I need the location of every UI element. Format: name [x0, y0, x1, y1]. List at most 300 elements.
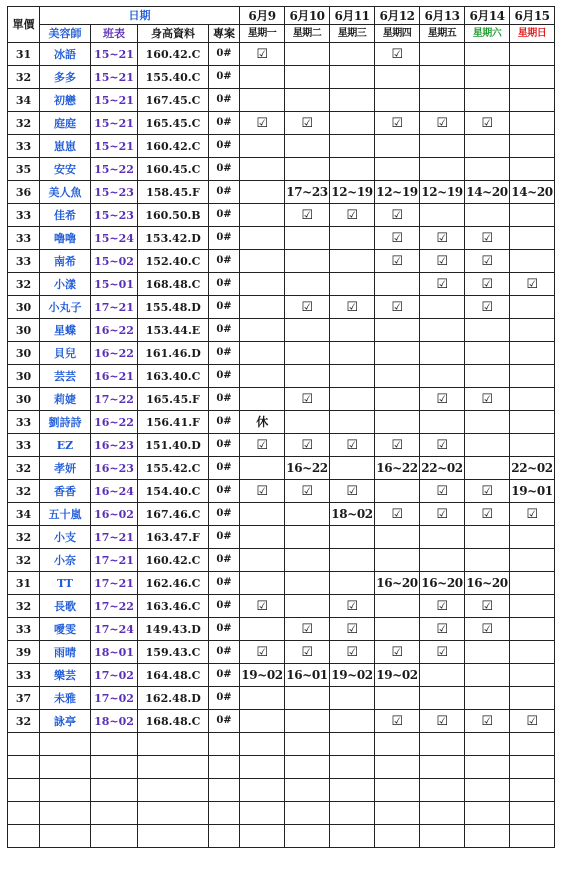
- shift-cell: 15~21: [91, 43, 138, 66]
- schedule-cell: [285, 595, 330, 618]
- weekday-label-sunday: 星期日: [510, 25, 555, 43]
- checkbox-checked-icon: ☑: [526, 713, 538, 729]
- schedule-cell: [510, 664, 555, 687]
- plan-cell: 0#: [209, 135, 240, 158]
- shift-cell: 15~23: [91, 204, 138, 227]
- plan-cell: 0#: [209, 641, 240, 664]
- body-info-cell: 153.42.D: [138, 227, 209, 250]
- schedule-cell: [330, 319, 375, 342]
- shift-cell: 15~21: [91, 135, 138, 158]
- schedule-cell: 16~22: [285, 457, 330, 480]
- checkbox-checked-icon: ☑: [481, 506, 493, 522]
- day-date: 6月10: [285, 7, 330, 25]
- schedule-cell: [285, 296, 330, 319]
- checkbox-checked-icon: ☑: [301, 483, 313, 499]
- stylist-name: 香香: [40, 480, 91, 503]
- schedule-cell: 12~19: [330, 181, 375, 204]
- schedule-cell: [510, 250, 555, 273]
- schedule-cell: [420, 66, 465, 89]
- schedule-cell: [285, 250, 330, 273]
- plan-cell: 0#: [209, 365, 240, 388]
- price-cell: 32: [8, 710, 40, 733]
- checkbox-checked-icon: ☑: [346, 483, 358, 499]
- table-row: [8, 457, 555, 480]
- schedule-cell: [375, 526, 420, 549]
- schedule-cell: 19~02: [330, 664, 375, 687]
- schedule-cell: [375, 365, 420, 388]
- schedule-cell: [465, 595, 510, 618]
- stylist-name: 星蝶: [40, 319, 91, 342]
- schedule-cell: [375, 319, 420, 342]
- table-row: [8, 664, 555, 687]
- schedule-cell: [330, 342, 375, 365]
- schedule-cell: 14~20: [510, 181, 555, 204]
- shift-cell: 16~23: [91, 457, 138, 480]
- checkbox-checked-icon: ☑: [436, 713, 448, 729]
- schedule-cell: [330, 687, 375, 710]
- schedule-cell: [375, 641, 420, 664]
- price-cell: 33: [8, 618, 40, 641]
- schedule-cell: [510, 411, 555, 434]
- schedule-cell: 12~19: [375, 181, 420, 204]
- empty-cell: [40, 733, 91, 756]
- schedule-cell: [375, 480, 420, 503]
- schedule-cell: [420, 89, 465, 112]
- schedule-cell: [330, 43, 375, 66]
- shift-cell: 17~21: [91, 549, 138, 572]
- schedule-cell: 22~02: [510, 457, 555, 480]
- body-info-cell: 159.43.C: [138, 641, 209, 664]
- schedule-cell: [510, 572, 555, 595]
- empty-cell: [465, 756, 510, 779]
- table-row: [8, 503, 555, 526]
- checkbox-checked-icon: ☑: [301, 621, 313, 637]
- schedule-cell: [330, 112, 375, 135]
- empty-cell: [40, 825, 91, 848]
- schedule-cell: [330, 89, 375, 112]
- schedule-cell: 16~20: [420, 572, 465, 595]
- schedule-cell: [240, 526, 285, 549]
- price-cell: 30: [8, 388, 40, 411]
- shift-cell: 15~02: [91, 250, 138, 273]
- table-row: [8, 526, 555, 549]
- empty-cell: [91, 802, 138, 825]
- plan-cell: 0#: [209, 710, 240, 733]
- day-date: 6月9: [240, 7, 285, 25]
- checkbox-checked-icon: ☑: [481, 483, 493, 499]
- schedule-cell: [420, 250, 465, 273]
- schedule-cell: [510, 503, 555, 526]
- checkbox-checked-icon: ☑: [526, 506, 538, 522]
- body-info-cell: 165.45.F: [138, 388, 209, 411]
- plan-cell: 0#: [209, 618, 240, 641]
- schedule-cell: 19~01: [510, 480, 555, 503]
- schedule-cell: 16~01: [285, 664, 330, 687]
- schedule-cell: [285, 204, 330, 227]
- table-row: [8, 250, 555, 273]
- price-cell: 30: [8, 342, 40, 365]
- plan-cell: 0#: [209, 434, 240, 457]
- stylist-name: 芸芸: [40, 365, 91, 388]
- stylist-name: 孝妍: [40, 457, 91, 480]
- day-date: 6月12: [375, 7, 420, 25]
- schedule-cell: 12~19: [420, 181, 465, 204]
- empty-cell: [91, 779, 138, 802]
- checkbox-checked-icon: ☑: [481, 391, 493, 407]
- shift-cell: 17~22: [91, 388, 138, 411]
- schedule-cell: [420, 273, 465, 296]
- body-info-cell: 160.45.C: [138, 158, 209, 181]
- schedule-cell: [510, 618, 555, 641]
- day-date: 6月13: [420, 7, 465, 25]
- price-cell: 32: [8, 480, 40, 503]
- schedule-cell: 19~02: [240, 664, 285, 687]
- empty-cell: [240, 802, 285, 825]
- price-cell: 32: [8, 273, 40, 296]
- plan-cell: 0#: [209, 664, 240, 687]
- checkbox-checked-icon: ☑: [391, 437, 403, 453]
- empty-cell: [138, 779, 209, 802]
- schedule-cell: [330, 411, 375, 434]
- schedule-cell: [510, 434, 555, 457]
- schedule-cell: [330, 204, 375, 227]
- schedule-cell: [285, 549, 330, 572]
- empty-cell: [420, 779, 465, 802]
- stylist-name: 崽崽: [40, 135, 91, 158]
- schedule-cell: [285, 480, 330, 503]
- weekday-label: 星期三: [330, 25, 375, 43]
- stylist-name: 劉詩詩: [40, 411, 91, 434]
- empty-cell: [465, 825, 510, 848]
- table-row: [8, 342, 555, 365]
- empty-cell: [138, 802, 209, 825]
- checkbox-checked-icon: ☑: [436, 598, 448, 614]
- body-info-cell: 168.48.C: [138, 273, 209, 296]
- plan-cell: 0#: [209, 204, 240, 227]
- schedule-cell: [330, 618, 375, 641]
- schedule-cell: [375, 503, 420, 526]
- empty-cell: [240, 825, 285, 848]
- empty-cell: [330, 802, 375, 825]
- empty-cell: [465, 802, 510, 825]
- schedule-cell: [240, 480, 285, 503]
- schedule-cell: [420, 480, 465, 503]
- shift-cell: 15~21: [91, 89, 138, 112]
- table-row: [8, 641, 555, 664]
- schedule-cell: [375, 595, 420, 618]
- price-cell: 32: [8, 66, 40, 89]
- schedule-cell: [285, 572, 330, 595]
- shift-cell: 17~21: [91, 296, 138, 319]
- checkbox-checked-icon: ☑: [346, 598, 358, 614]
- table-row: [8, 227, 555, 250]
- table-row: [8, 710, 555, 733]
- plan-cell: 0#: [209, 43, 240, 66]
- schedule-cell: [465, 204, 510, 227]
- stylist-name: 嚕嚕: [40, 227, 91, 250]
- plan-cell: 0#: [209, 66, 240, 89]
- table-row: [8, 618, 555, 641]
- schedule-cell: [465, 89, 510, 112]
- stylist-name: 貝兒: [40, 342, 91, 365]
- schedule-cell: [240, 618, 285, 641]
- stylist-name: 小奈: [40, 549, 91, 572]
- body-info-cell: 168.48.C: [138, 710, 209, 733]
- schedule-cell: [330, 549, 375, 572]
- schedule-cell: [285, 158, 330, 181]
- schedule-cell: [465, 112, 510, 135]
- schedule-cell: [420, 641, 465, 664]
- schedule-cell: [420, 135, 465, 158]
- schedule-cell: [465, 365, 510, 388]
- shift-cell: 15~21: [91, 66, 138, 89]
- price-cell: 32: [8, 112, 40, 135]
- body-info-cell: 153.44.E: [138, 319, 209, 342]
- body-info-cell: 163.40.C: [138, 365, 209, 388]
- schedule-cell: [330, 227, 375, 250]
- schedule-cell: 18~02: [330, 503, 375, 526]
- schedule-cell: [285, 641, 330, 664]
- schedule-cell: [465, 43, 510, 66]
- body-info-cell: 160.42.C: [138, 135, 209, 158]
- schedule-cell: [465, 66, 510, 89]
- shift-cell: 15~01: [91, 273, 138, 296]
- checkbox-checked-icon: ☑: [346, 621, 358, 637]
- table-row: [8, 112, 555, 135]
- plan-cell: 0#: [209, 89, 240, 112]
- shift-cell: 15~21: [91, 112, 138, 135]
- shift-cell: 16~22: [91, 319, 138, 342]
- body-info-cell: 162.46.C: [138, 572, 209, 595]
- schedule-cell: [285, 342, 330, 365]
- schedule-cell: [465, 296, 510, 319]
- plan-cell: 0#: [209, 595, 240, 618]
- schedule-cell: [420, 434, 465, 457]
- checkbox-checked-icon: ☑: [481, 276, 493, 292]
- shift-cell: 17~21: [91, 572, 138, 595]
- empty-cell: [240, 779, 285, 802]
- price-cell: 39: [8, 641, 40, 664]
- schedule-cell: [510, 89, 555, 112]
- stylist-name: 南希: [40, 250, 91, 273]
- body-info-cell: 160.42.C: [138, 43, 209, 66]
- checkbox-checked-icon: ☑: [391, 207, 403, 223]
- schedule-cell: [240, 204, 285, 227]
- schedule-cell: [285, 526, 330, 549]
- header-row-columns: [8, 25, 555, 43]
- price-cell: 33: [8, 250, 40, 273]
- schedule-cell: [240, 66, 285, 89]
- plan-cell: 0#: [209, 181, 240, 204]
- schedule-cell: [510, 641, 555, 664]
- checkbox-checked-icon: ☑: [436, 644, 448, 660]
- schedule-cell: [375, 388, 420, 411]
- empty-cell: [209, 779, 240, 802]
- shift-cell: 15~24: [91, 227, 138, 250]
- body-info-cell: 152.40.C: [138, 250, 209, 273]
- price-cell: 37: [8, 687, 40, 710]
- empty-cell: [91, 825, 138, 848]
- schedule-cell: [285, 434, 330, 457]
- shift-cell: 16~22: [91, 342, 138, 365]
- schedule-cell: [510, 319, 555, 342]
- table-row: [8, 158, 555, 181]
- empty-cell: [40, 756, 91, 779]
- empty-cell: [209, 756, 240, 779]
- schedule-cell: [240, 687, 285, 710]
- table-row: [8, 480, 555, 503]
- empty-cell: [420, 825, 465, 848]
- schedule-cell: [285, 710, 330, 733]
- body-info-cell: 167.46.C: [138, 503, 209, 526]
- empty-cell: [138, 825, 209, 848]
- table-row: [8, 135, 555, 158]
- schedule-cell: [330, 641, 375, 664]
- stylist-name: 莉婕: [40, 388, 91, 411]
- schedule-cell: [375, 549, 420, 572]
- schedule-cell: [375, 89, 420, 112]
- schedule-cell: [465, 227, 510, 250]
- checkbox-checked-icon: ☑: [391, 506, 403, 522]
- stylist-header: 美容師: [40, 25, 91, 43]
- empty-cell: [330, 825, 375, 848]
- shift-cell: 17~02: [91, 664, 138, 687]
- empty-cell: [465, 733, 510, 756]
- schedule-cell: [240, 710, 285, 733]
- shift-cell: 15~23: [91, 181, 138, 204]
- shift-header: 班表: [91, 25, 138, 43]
- empty-cell: [40, 802, 91, 825]
- schedule-cell: [240, 595, 285, 618]
- plan-cell: 0#: [209, 296, 240, 319]
- table-row: [8, 273, 555, 296]
- empty-row: [8, 825, 555, 848]
- schedule-cell: [285, 388, 330, 411]
- schedule-cell: [375, 158, 420, 181]
- price-cell: 34: [8, 503, 40, 526]
- table-row: [8, 572, 555, 595]
- checkbox-checked-icon: ☑: [481, 598, 493, 614]
- weekday-label-saturday: 星期六: [465, 25, 510, 43]
- plan-cell: 0#: [209, 549, 240, 572]
- empty-cell: [8, 779, 40, 802]
- empty-cell: [465, 779, 510, 802]
- schedule-cell: [330, 158, 375, 181]
- body-info-cell: 163.47.F: [138, 526, 209, 549]
- checkbox-checked-icon: ☑: [256, 598, 268, 614]
- schedule-cell: [420, 549, 465, 572]
- schedule-cell: [465, 710, 510, 733]
- price-cell: 33: [8, 135, 40, 158]
- schedule-cell: [240, 641, 285, 664]
- schedule-cell: [240, 89, 285, 112]
- schedule-cell: [375, 342, 420, 365]
- schedule-cell: [510, 549, 555, 572]
- stylist-name: 小丸子: [40, 296, 91, 319]
- plan-header: 專案: [209, 25, 240, 43]
- empty-cell: [420, 733, 465, 756]
- checkbox-checked-icon: ☑: [391, 299, 403, 315]
- schedule-cell: 16~22: [375, 457, 420, 480]
- stylist-name: 美人魚: [40, 181, 91, 204]
- checkbox-checked-icon: ☑: [301, 644, 313, 660]
- stylist-name: 雨晴: [40, 641, 91, 664]
- schedule-cell: [510, 710, 555, 733]
- stylist-name: 噯雯: [40, 618, 91, 641]
- empty-cell: [420, 756, 465, 779]
- schedule-cell: [420, 710, 465, 733]
- checkbox-checked-icon: ☑: [481, 253, 493, 269]
- plan-cell: 0#: [209, 411, 240, 434]
- checkbox-checked-icon: ☑: [526, 276, 538, 292]
- empty-cell: [8, 756, 40, 779]
- empty-cell: [8, 802, 40, 825]
- body-info-cell: 155.48.D: [138, 296, 209, 319]
- plan-cell: 0#: [209, 526, 240, 549]
- schedule-cell: [420, 595, 465, 618]
- checkbox-checked-icon: ☑: [436, 230, 448, 246]
- empty-cell: [510, 733, 555, 756]
- schedule-cell: [240, 227, 285, 250]
- weekday-label: 星期二: [285, 25, 330, 43]
- schedule-cell: [240, 43, 285, 66]
- schedule-cell: [240, 319, 285, 342]
- plan-cell: 0#: [209, 480, 240, 503]
- schedule-cell: [375, 43, 420, 66]
- schedule-cell: [465, 526, 510, 549]
- price-cell: 31: [8, 572, 40, 595]
- empty-cell: [285, 825, 330, 848]
- schedule-cell: [465, 503, 510, 526]
- schedule-cell: [510, 342, 555, 365]
- schedule-cell: [375, 710, 420, 733]
- body-info-cell: 149.43.D: [138, 618, 209, 641]
- checkbox-checked-icon: ☑: [391, 46, 403, 62]
- empty-cell: [8, 825, 40, 848]
- schedule-cell: [510, 158, 555, 181]
- table-row: [8, 319, 555, 342]
- stylist-name: 小支: [40, 526, 91, 549]
- schedule-cell: [465, 618, 510, 641]
- body-info-cell: 163.46.C: [138, 595, 209, 618]
- price-cell: 33: [8, 664, 40, 687]
- empty-cell: [209, 802, 240, 825]
- stylist-name: 五十嵐: [40, 503, 91, 526]
- schedule-cell: 休: [240, 411, 285, 434]
- shift-cell: 16~23: [91, 434, 138, 457]
- schedule-cell: [240, 112, 285, 135]
- price-cell: 35: [8, 158, 40, 181]
- plan-cell: 0#: [209, 319, 240, 342]
- schedule-cell: [465, 434, 510, 457]
- checkbox-checked-icon: ☑: [481, 621, 493, 637]
- empty-cell: [330, 733, 375, 756]
- schedule-cell: [285, 112, 330, 135]
- checkbox-checked-icon: ☑: [391, 115, 403, 131]
- header-row-dates: [8, 7, 555, 25]
- price-cell: 33: [8, 204, 40, 227]
- schedule-cell: [465, 273, 510, 296]
- schedule-cell: 14~20: [465, 181, 510, 204]
- empty-cell: [510, 802, 555, 825]
- schedule-cell: [285, 273, 330, 296]
- checkbox-checked-icon: ☑: [301, 391, 313, 407]
- stylist-name: TT: [40, 572, 91, 595]
- body-info-cell: 154.40.C: [138, 480, 209, 503]
- schedule-cell: [375, 135, 420, 158]
- plan-cell: 0#: [209, 572, 240, 595]
- schedule-cell: [465, 641, 510, 664]
